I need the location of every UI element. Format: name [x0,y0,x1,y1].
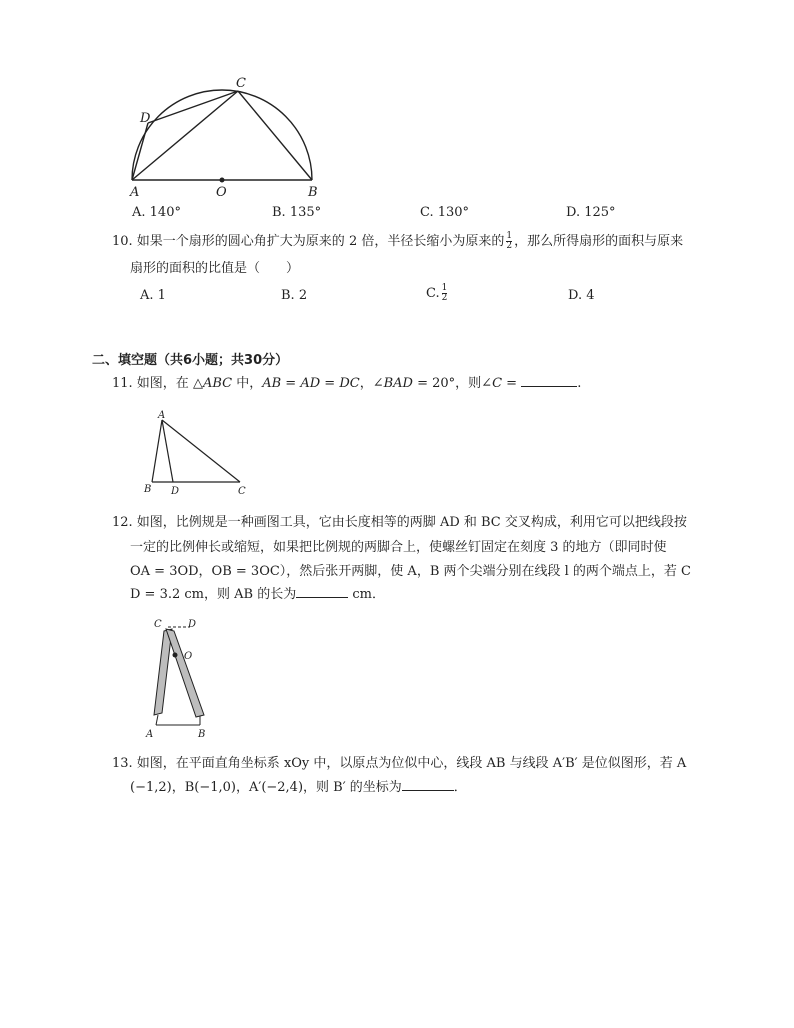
q11-t7: = [320,376,340,391]
label-b: B [308,185,318,200]
q9-option-b: B. 135° [272,205,322,220]
section2-title: 二、填空题（共6小题；共30分） [92,353,289,368]
q11-t14: . [577,376,582,391]
semicircle-arc [132,90,312,180]
q10-fraction [506,232,512,251]
q13-line2-suffix: ． [453,780,467,795]
q9-figure [120,70,340,202]
divider-tip-a [156,715,158,725]
q11-t4: AB [262,376,282,391]
q11-t5: = [281,376,301,391]
q10-option-c-label: C. [426,286,440,301]
q12-label-o: O [184,651,193,662]
q11-t3: 中， [232,376,263,391]
q12-line1: 12. 如图，比例规是一种画图工具，它由长度相等的两脚 AD 和 BC 交叉构成，利用它可以把线段按 [112,515,687,530]
q9-option-a: A. 140° [132,205,181,220]
q10-option-c-fraction [442,284,448,303]
q11-t10: BAD [383,376,413,391]
q13-line2-prefix: (−1,2)，B(−1,0)，A′(−2,4)，则 B′ 的坐标为 [130,780,402,795]
q12-label-d: D [188,619,197,630]
q12-line4 [130,585,385,605]
q11-label-a: A [158,410,166,421]
q12-line4-suffix: cm． [348,587,385,602]
q11-t11: = 20°，则∠ [412,376,493,391]
q11-t2: ABC [202,376,233,391]
q11-t8: DC [339,376,360,391]
segment-dc [148,91,238,123]
q10-option-a: A. 1 [140,288,166,303]
q9-option-d: D. 125° [566,205,616,220]
segment-ad [132,123,148,180]
q11-t9: ，∠ [359,376,384,391]
q13-answer-blank[interactable] [402,778,454,791]
q10-line2: 扇形的面积的比值是（ ） [130,261,300,276]
q10-text-suffix: ，那么所得扇形的面积与原来 [514,234,684,249]
q11-label-c: C [238,486,246,497]
q12-label-a: A [146,729,154,740]
divider-screw [173,653,178,658]
q12-figure [140,615,220,745]
q10-option-d: D. 4 [568,288,595,303]
q11-t1: 11. 如图，在 △ [112,376,203,391]
q10-frac-num: 1 [506,231,513,241]
q10-line1 [112,232,683,252]
q13-line2 [130,778,467,798]
q12-line2: 一定的比例伸长或缩短，如果把比例规的两脚合上，使螺丝钉固定在刻度 3 的地方（即同时使 [130,540,667,555]
q11-segment-ad [162,420,173,482]
q11-t13: = [502,376,522,391]
label-d: D [140,111,151,126]
q12-line4-prefix: D = 3.2 cm，则 AB 的长为 [130,587,297,602]
q12-label-b: B [198,729,206,740]
label-o: O [216,185,227,200]
q11-segment-ab [152,420,162,482]
q10-option-c-den: 2 [441,293,448,303]
q10-option-c [426,284,449,303]
q10-frac-den: 2 [506,241,513,251]
q11-figure [140,408,260,500]
q10-option-b: B. 2 [281,288,308,303]
q11-answer-blank[interactable] [521,374,577,387]
center-point [220,178,225,183]
segment-ac [132,91,238,180]
q10-text-prefix: 10. 如果一个扇形的圆心角扩大为原来的 2 倍，半径长缩小为原来的 [112,234,505,249]
q13-line1: 13. 如图，在平面直角坐标系 xOy 中，以原点为位似中心，线段 AB 与线段 A′B′ 是位似图形，若 A [112,756,687,771]
label-a: A [130,185,140,200]
q11-label-b: B [144,484,152,495]
q11-text [112,374,581,394]
q11-segment-ac [162,420,240,482]
q12-answer-blank[interactable] [296,585,348,598]
q11-t6: AD [300,376,321,391]
divider-leg-ad [154,629,172,715]
q9-option-c: C. 130° [420,205,470,220]
divider-leg-bc [166,629,204,717]
q11-t12: C [492,376,503,391]
q12-label-c: C [154,619,162,630]
label-c: C [236,76,246,91]
q12-line3: OA = 3OD，OB = 3OC），然后张开两脚，使 A，B 两个尖端分别在线段 l 的两个端点上，若 C [130,564,692,579]
q11-label-d: D [171,486,180,497]
q10-option-c-num: 1 [441,283,448,293]
